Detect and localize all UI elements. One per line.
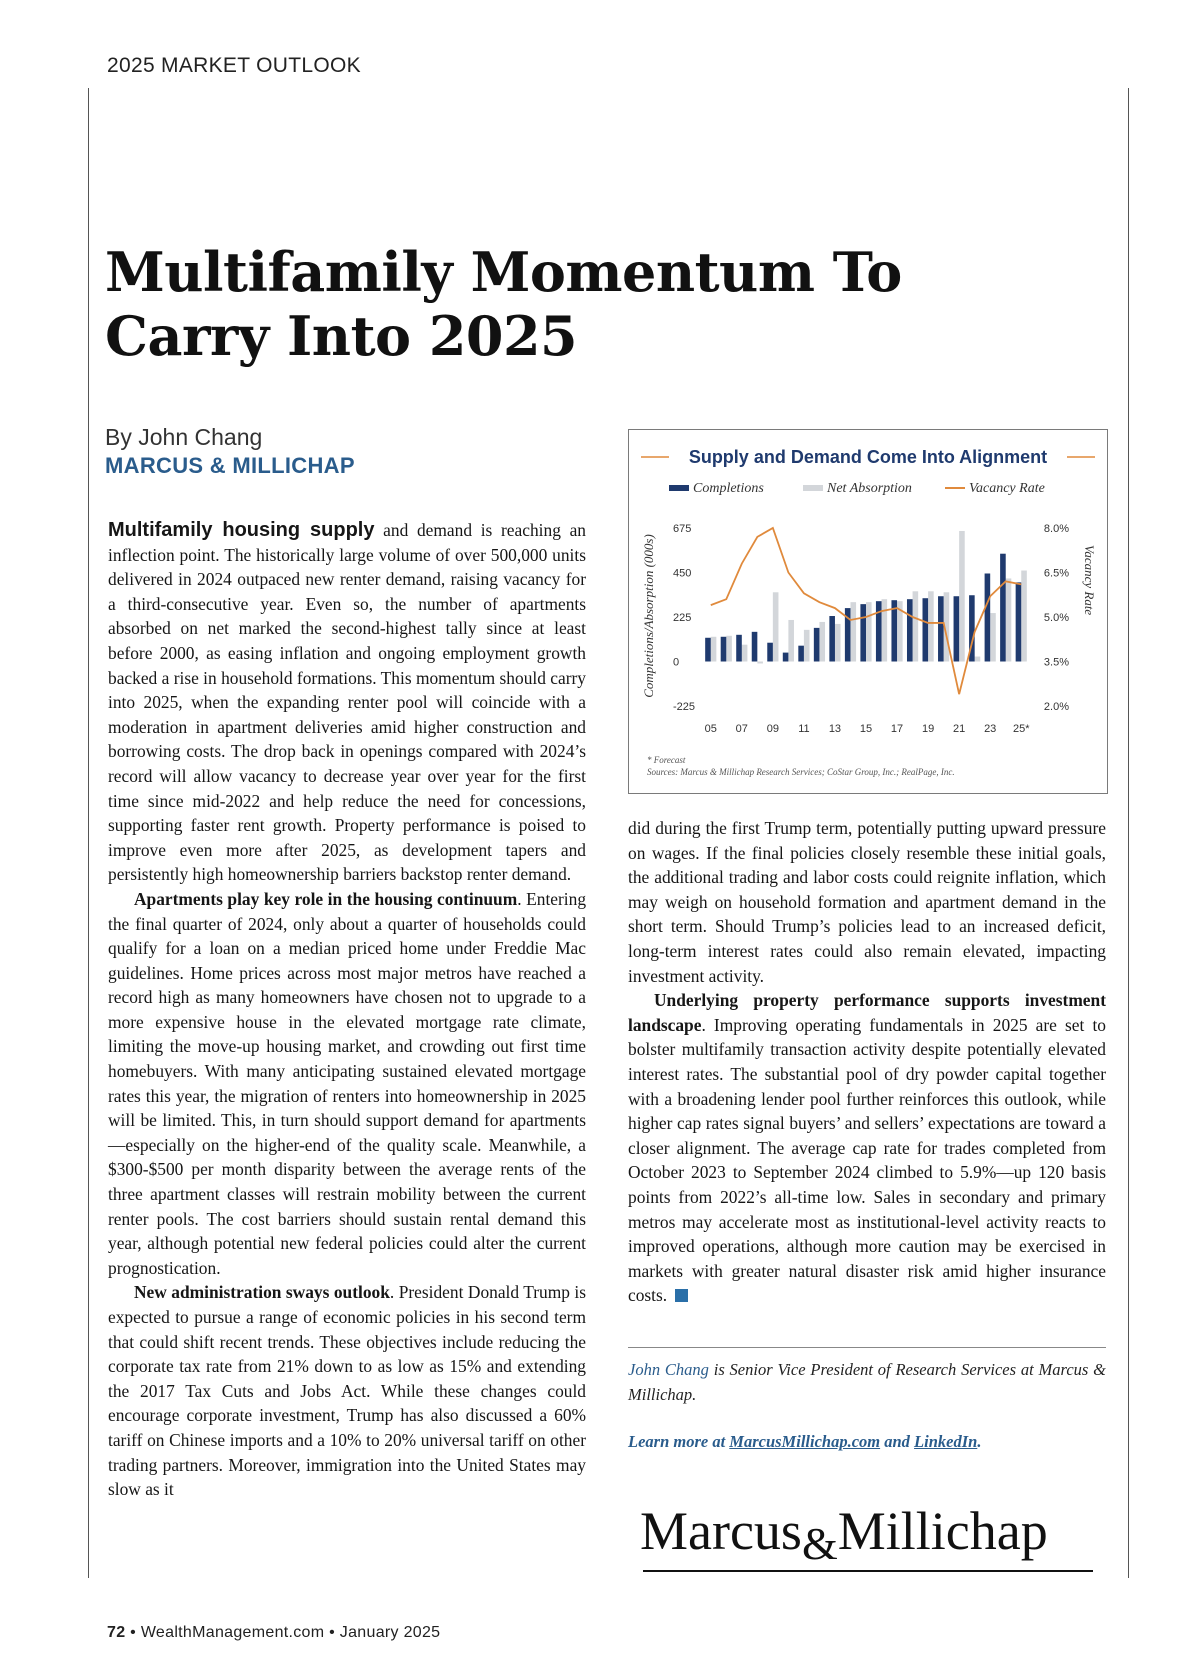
bar-completions [736,635,742,662]
bar-net-absorption [866,602,872,661]
column-divider-left [88,88,89,1578]
bio-author-name: John Chang [628,1360,709,1379]
y-tick-left: 675 [673,523,692,535]
bar-completions [985,573,991,661]
x-tick: 15 [859,723,873,735]
article-title: Multifamily Momentum To Carry Into 2025 [105,240,902,368]
supply-demand-chart [628,429,1108,794]
author-bio [628,1357,1106,1407]
paragraph-3 [108,1280,586,1501]
bar-completions [798,646,804,662]
bar-completions [923,598,929,661]
footer-site: WealthManagement.com [140,1624,325,1641]
bar-completions [938,596,944,661]
bar-completions [876,601,882,661]
x-tick: 19 [921,723,935,735]
bar-net-absorption [788,620,794,662]
bar-net-absorption [928,591,934,661]
subhead-inline: New administration sways outlook [134,1282,390,1303]
learn-more [628,1432,1106,1452]
subhead-inline: Apartments play key role in the housing continuum [134,888,518,909]
bar-net-absorption [975,657,981,662]
y-tick-right: 6.5% [1043,567,1069,580]
paragraph-text: . President Donald Trump is expected to pursue a range of economic policies in his second term that could shift recent trends. These objectives include reducing the corporate tax rate from 21% down to as low as 15% and extending the 2017 Tax Cuts and Jobs Act. While these changes could encourage corporate investment, Trump has also discussed a 60% tariff on Chinese imports and a 10% to 20% universal tariff on other trading partners. Moreover, immigration into the United States may slow as it [108,1282,586,1500]
bar-net-absorption [913,591,919,661]
column-divider-right [1128,88,1129,1578]
bar-net-absorption [757,662,763,664]
bar-net-absorption [804,630,810,662]
paragraph-text: did during the first Trump term, potentially putting upward pressure on wages. If the final policies closely resemble these initial goals, the additional trading and labor costs could reignite inflation, which may weigh on household formation and apartment demand in the short term. Should Trump’s policies lead to an increased deficit, long-term interest rates could also remain elevated, impacting investment activity. [628,818,1106,986]
logo-word-left: Marcus [640,1501,802,1561]
bar-completions [1016,582,1022,661]
paragraph-text: . Entering the final quarter of 2024, only about a quarter of households could qualify for a loan on a median priced home under Freddie Mac guidelines. Home prices across most major metros have reached a record high as many homeowners have chosen not to upgrade to a more expensive house in the elevated mortgage rate climate, limiting the move-up housing market, and crowding out first time homebuyers. With many anticipating sustained elevated mortgage rates this year, the migration of renters into homeownership in 2025 will be limited. This, in turn should support demand for apartments—especially on the higher-end of the quality scale. Meanwhile, a $300-$500 per month disparity between the average rents of the three apartment classes will restrain mobility between the current renter pools. The cost barriers should sustain rental demand this year, although potential new federal policies could alter the current prognostication. [108,888,587,1278]
footer-sep: • [324,1624,340,1641]
bar-completions [814,628,820,662]
paragraph-4 [628,988,1106,1308]
running-head: 2025 MARKET OUTLOOK [107,54,361,77]
link-linkedin[interactable]: LinkedIn [914,1432,978,1451]
bar-net-absorption [726,636,732,662]
bar-completions [860,604,866,661]
y-tick-left: 450 [673,567,692,580]
legend-net-absorption: Net Absorption [827,481,912,496]
x-tick: 23 [984,723,997,735]
article-column-right [628,816,1106,1308]
y-tick-right: 2.0% [1043,701,1069,713]
bar-completions [721,637,727,662]
y-tick-left: -225 [673,701,696,713]
x-tick: 05 [704,723,717,735]
byline: By John Chang [105,424,263,450]
chart-title: Supply and Demand Come Into Alignment [688,447,1048,467]
y-tick-right: 8.0% [1043,523,1069,535]
bar-net-absorption [835,624,841,662]
bar-completions [1000,554,1006,662]
footer-date: January 2025 [339,1624,441,1641]
x-tick: 13 [828,723,842,735]
logo-word-right: Millichap [837,1501,1048,1561]
bar-net-absorption [819,622,825,662]
footer-sep: • [125,1624,141,1641]
x-tick: 21 [953,723,966,735]
subhead-inline: Underlying property performance supports investment landscape [628,990,1106,1035]
x-tick: 17 [890,723,904,735]
bar-completions [705,638,711,662]
chart-sources: Sources: Marcus & Millichap Research Services; CoStar Group, Inc.; RealPage, Inc. [647,767,955,777]
bar-net-absorption [990,613,996,661]
learn-more-prefix: Learn more at [628,1432,730,1451]
paragraph-1 [108,518,586,887]
y-tick-right: 3.5% [1043,656,1069,669]
legend-swatch-absorption [803,485,823,491]
paragraph-2 [108,887,586,1281]
lead-in: Multifamily housing supply [108,519,375,541]
bar-net-absorption [1021,571,1027,662]
x-tick: 25* [1012,723,1030,735]
end-mark-icon [675,1289,688,1302]
bar-net-absorption [882,599,888,661]
article-column-left [108,518,586,1502]
bar-net-absorption [850,602,856,661]
bio-text: is Senior Vice President of Research Services at Marcus & Millichap. [628,1360,1106,1404]
bar-completions [829,616,835,661]
bar-net-absorption [711,637,717,662]
bar-net-absorption [742,645,748,662]
author-company: MARCUS & MILLICHAP [105,453,355,478]
bar-completions [907,599,913,661]
bar-completions [752,632,758,662]
bar-net-absorption [1006,578,1012,661]
logo-ampersand: & [801,1518,838,1569]
legend-completions: Completions [693,481,764,496]
x-tick: 07 [735,723,748,735]
chart-canvas [629,430,1109,795]
x-tick: 09 [766,723,779,735]
y-tick-left: 0 [673,656,680,669]
paragraph-3-continued [628,816,1106,988]
learn-more-suffix: . [977,1432,982,1451]
x-tick: 11 [798,723,810,735]
page-number: 72 [107,1624,126,1641]
y-axis-right-title: Vacancy Rate [1082,544,1097,616]
y-tick-right: 5.0% [1043,612,1069,624]
y-axis-left-title: Completions/Absorption (000s) [641,534,656,698]
learn-more-mid: and [880,1432,915,1451]
legend-vacancy-rate: Vacancy Rate [969,481,1045,496]
legend-swatch-completions [669,485,689,491]
logo-underline [643,1570,1093,1572]
y-tick-left: 225 [673,612,692,624]
link-marcusmillichap[interactable]: MarcusMillichap.com [729,1432,881,1451]
chart-footnote: * Forecast [647,755,686,765]
paragraph-text: and demand is reaching an inflection point. The historically large volume of over 500,000 units delivered in 2024 outpaced new renter demand, raising vacancy for a third-consecutive year. Even so, the number of apartments absorbed on net marked the second-highest tally since at least before 2000, as easing inflation and ongoing employment growth backed a rise in household formations. This momentum should carry into 2025, when the expanding renter pool will coincide with a moderation in apartment deliveries amid higher construction and borrowing costs. The drop back in openings compared with 2024’s record will allow vacancy to decrease year over year for the first time since mid-2022 and help reduce the need for concessions, supporting faster rent growth. Property performance is poised to improve even more after 2025, as development tapers and persistently high homeownership barriers backstop renter demand. [108,520,586,885]
page-footer [107,1624,440,1642]
plot-area [673,523,1069,735]
marcus-millichap-logo [640,1500,1095,1570]
bio-divider [628,1347,1106,1348]
bar-net-absorption [773,592,779,661]
bar-completions [954,596,960,661]
paragraph-text: . Improving operating fundamentals in 2025 are set to bolster multifamily transaction activity despite potentially elevated interest rates. The substantial pool of dry powder capital together with a broadening lender pool further reinforces this outlook, while higher cap rates signal buyers’ and sellers’ expectations are toward a closer alignment. The average cap rate for trades completed from October 2023 to September 2024 climbed to 5.9%—up 120 basis points from 2022’s all-time low. Sales in secondary and primary metros may accelerate most as institutional-level activity reacts to improved operations, although more caution may be exercised in markets with greater natural disaster risk amid higher insurance costs. [628,1014,1106,1306]
bar-completions [783,653,789,662]
bar-net-absorption [959,531,965,662]
bar-completions [767,643,773,662]
